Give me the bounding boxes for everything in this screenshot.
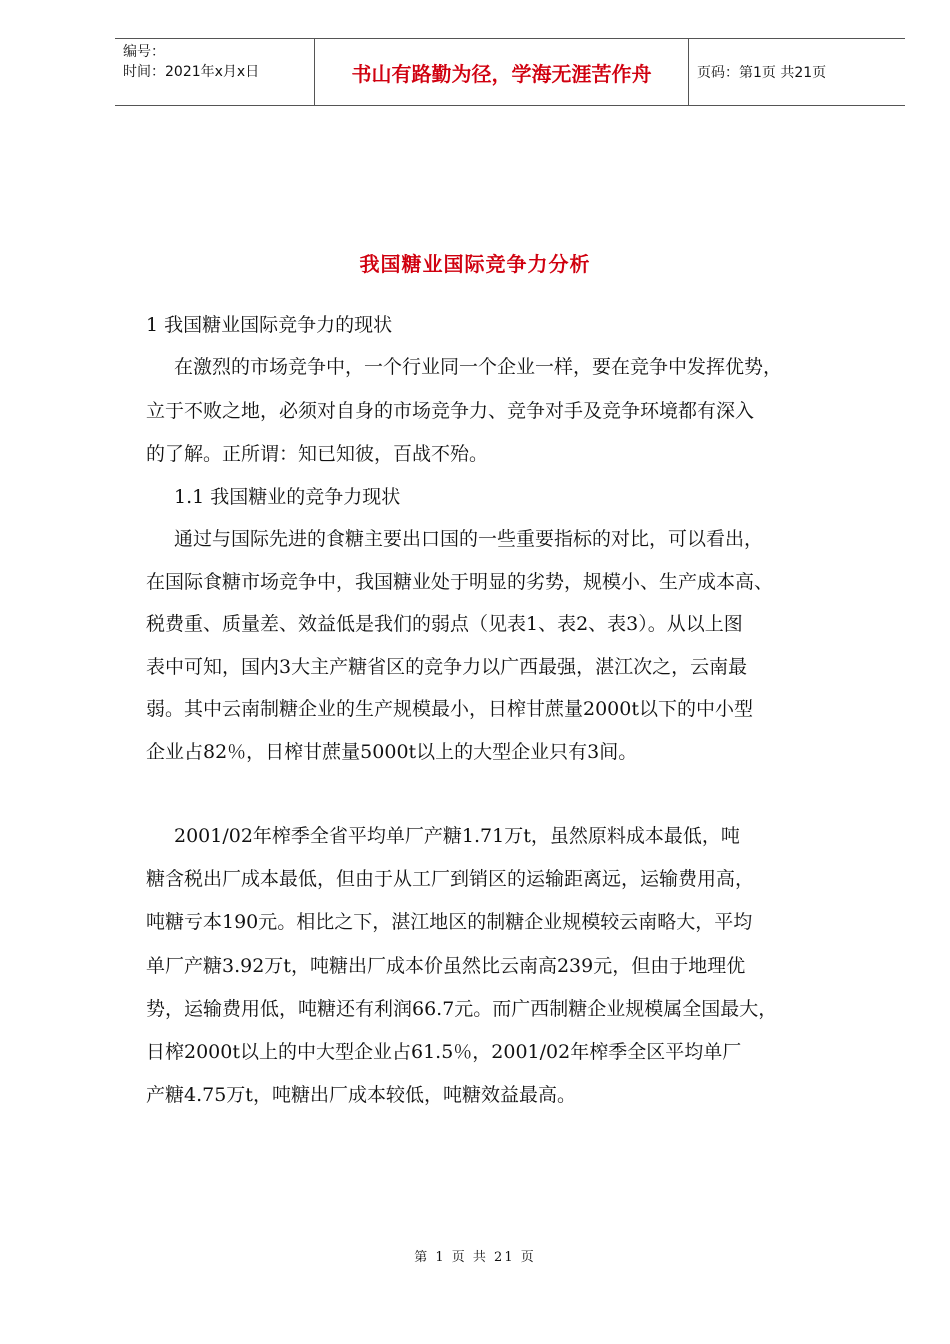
- section-heading: 1 我国糖业国际竞争力的现状: [146, 314, 393, 336]
- page-footer: 第 1 页 共 21 页: [414, 1250, 536, 1265]
- paragraph-line: 企业占82％，日榨甘蔗量5000t以上的大型企业只有3间。: [146, 741, 638, 763]
- paragraph-line: 表中可知，国内3大主产糖省区的竞争力以广西最强，湛江次之，云南最: [146, 656, 748, 678]
- page-header: [115, 38, 905, 106]
- paragraph-line: 在激烈的市场竞争中，一个行业同一个企业一样，要在竞争中发挥优势，: [174, 356, 783, 378]
- paragraph-line: 单厂产糖3.92万t，吨糖出厂成本价虽然比云南高239元，但由于地理优: [146, 955, 746, 977]
- header-motto: 书山有路勤为径，学海无涯苦作舟: [315, 39, 689, 105]
- subsection-heading: 1.1 我国糖业的竞争力现状: [174, 486, 401, 508]
- paragraph-line: 在国际食糖市场竞争中，我国糖业处于明显的劣势，规模小、生产成本高、: [146, 571, 774, 593]
- paragraph-line: 税费重、质量差、效益低是我们的弱点（见表1、表2、表3）。从以上图: [146, 613, 743, 635]
- paragraph-line: 势，运输费用低，吨糖还有利润66.7元。而广西制糖企业规模属全国最大，: [146, 998, 778, 1020]
- paragraph-line: 通过与国际先进的食糖主要出口国的一些重要指标的对比，可以看出，: [174, 528, 764, 550]
- paragraph-line: 弱。其中云南制糖企业的生产规模最小，日榨甘蔗量2000t以下的中小型: [146, 698, 753, 720]
- paragraph-line: 日榨2000t以上的中大型企业占61.5％，2001/02年榨季全区平均单厂: [146, 1041, 742, 1063]
- paragraph-line: 立于不败之地，必须对自身的市场竞争力、竞争对手及竞争环境都有深入: [146, 400, 755, 422]
- header-meta: [115, 39, 315, 105]
- paragraph-line: 的了解。正所谓：知已知彼，百战不殆。: [146, 443, 489, 465]
- header-page-number: 页码：第1页 共21页: [697, 65, 827, 81]
- document-title: 我国糖业国际竞争力分析: [359, 252, 591, 276]
- paragraph-line: 产糖4.75万t，吨糖出厂成本较低，吨糖效益最高。: [146, 1084, 576, 1106]
- serial-label: 编号：: [123, 44, 165, 60]
- paragraph-line: 吨糖亏本190元。相比之下，湛江地区的制糖企业规模较云南略大，平均: [146, 911, 753, 933]
- paragraph-line: 糖含税出厂成本最低，但由于从工厂到销区的运输距离远，运输费用高，: [146, 868, 755, 890]
- date-label: 时间：2021年x月x日: [123, 64, 260, 80]
- paragraph-line: 2001/02年榨季全省平均单厂产糖1.71万t，虽然原料成本最低，吨: [174, 825, 740, 847]
